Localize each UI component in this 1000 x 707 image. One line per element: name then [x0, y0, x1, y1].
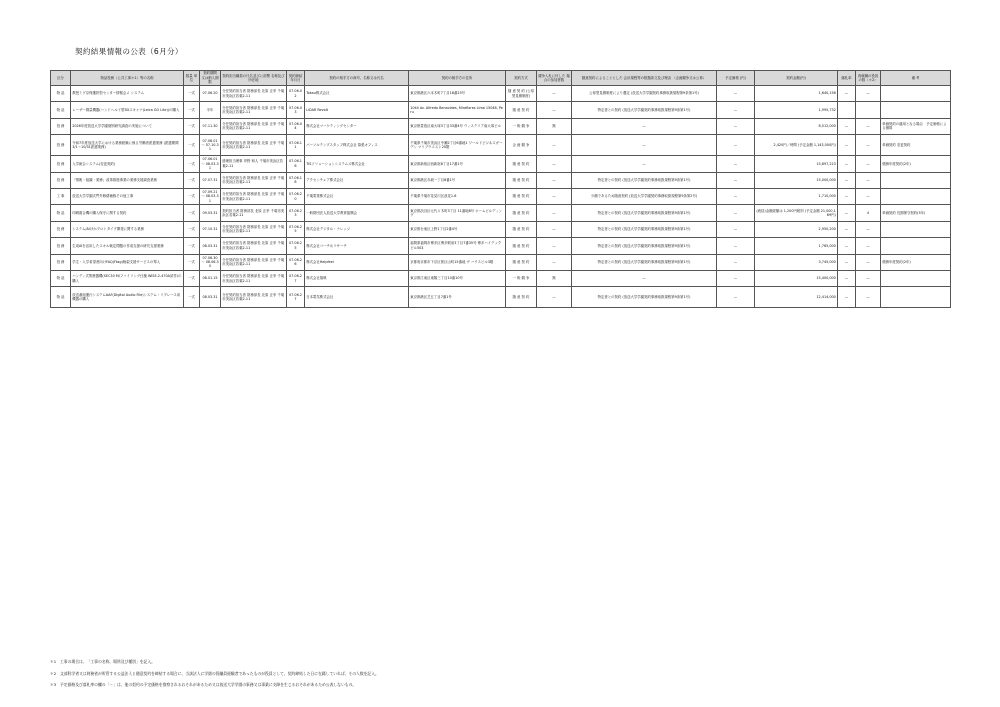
rate-cell: — — [838, 287, 856, 308]
amount-cell: 2,950,200 — [755, 221, 838, 237]
name-cell: 放送番組運行システムAAF(Digital Audio File)システム・リプレース用機器の購入 — [71, 287, 184, 308]
estimate-cell: — — [717, 270, 755, 286]
column-header: 数量 単位 — [184, 71, 200, 86]
period-cell: 07.06.01～ 08.03.31 — [201, 157, 219, 171]
table-row — [51, 102, 951, 118]
period-cell: 07.10.31 — [200, 221, 221, 237]
table-row — [51, 135, 951, 156]
officer-cell: 契約担当者 財務部長 北原 正孝 千葉市美浜区若葉2-11 — [221, 205, 287, 221]
category-cell: 物 品 — [51, 270, 71, 286]
table-row — [51, 156, 951, 172]
reason-cell: 特定者との契約 (放送大学学園契約事務取扱規程第9条第1号) — [572, 287, 717, 308]
method-cell: 随 意 契 約 — [506, 205, 537, 221]
officer-cell: 分任契約担当者 財務部長 北原 正孝 千葉市美浜区若葉2-11 — [221, 102, 287, 118]
estimate-cell: — — [717, 118, 755, 134]
officer-cell: 分任契約担当者 財務部長 北原 正孝 千葉市美浜区若葉2-11 — [221, 135, 287, 156]
quantity-cell: 一式 — [184, 102, 200, 118]
footnote-3: ＊3 予定価格及び落札率の欄の「－」は、他の契約の予定価格を推察されるおそれがあるため又は放送大学学園の事務又は事業に支障を生じるおそれがあるため公表しないもの。 — [50, 682, 357, 687]
category-cell: 役 務 — [51, 135, 71, 156]
quantity-cell: 一式 — [184, 270, 200, 286]
column-header: 物品役務（公共工事＊1）等の名称 — [71, 71, 184, 86]
period-cell: 07.06.20 — [200, 86, 221, 102]
category-cell: 役 務 — [51, 118, 71, 134]
method-cell: 随 意 契 約 — [506, 238, 537, 254]
reemploy-cell: — — [856, 86, 881, 102]
column-header: 落札率 — [838, 71, 856, 86]
contract-date-cell: 07.06.03 — [287, 102, 305, 118]
table-row — [51, 221, 951, 237]
contract-date-cell: 07.06.18 — [287, 172, 305, 188]
reemploy-cell — [856, 102, 881, 118]
amount-cell: 8,512,000 — [755, 118, 838, 134]
amount-cell: 15,000,000 — [755, 172, 838, 188]
period-cell: 07.09.21～ 08.03.31 — [201, 190, 219, 203]
reason-cell: 特定者との契約 (放送大学学園契約事務取扱規程第9条第1号) — [572, 205, 717, 221]
column-header: 契約方式 — [506, 71, 537, 86]
notes-cell — [881, 102, 951, 118]
table-row — [51, 172, 951, 188]
reemploy-cell: — — [856, 135, 881, 156]
address-cell: 東京都港区芝五丁目7番1号 — [409, 287, 506, 308]
rate-cell: — — [838, 254, 856, 270]
column-header: 契約の相手方の商号、名称又は氏名 — [305, 71, 409, 86]
quantity-cell: 一式 — [184, 86, 200, 102]
address-cell: 東京都新宿区西新宿8丁目17番1号 — [409, 156, 506, 172]
column-header: 契約金額(円) — [755, 71, 838, 86]
reason-cell: — — [572, 156, 717, 172]
estimate-cell: — — [717, 188, 755, 204]
rate-cell: — — [838, 270, 856, 286]
estimate-cell: — — [717, 86, 755, 102]
address-cell: 福岡県福岡市博多区博多駅前3丁目7番35号 博多ハイテックビル503 — [409, 238, 506, 254]
method-cell: 随 意 契 約 — [506, 221, 537, 237]
bidders-cell: — — [537, 156, 572, 172]
method-cell: 随 意 契 約 — [506, 156, 537, 172]
estimate-cell: — — [717, 156, 755, 172]
contract-date-cell: 07.06.20 — [287, 188, 305, 204]
column-header: 備 考 — [881, 71, 951, 86]
rate-cell: — — [838, 156, 856, 172]
contract-date-cell: 07.06.04 — [287, 118, 305, 134]
address-cell: 東京都台東区上野1丁目2番4号 — [409, 221, 506, 237]
bidders-cell: — — [537, 221, 572, 237]
vendor-cell: 株式会社デジタル・ナレッジ — [305, 221, 409, 237]
amount-cell: 3,745,000 — [755, 254, 838, 270]
vendor-cell: LiDAR Revolt — [305, 102, 409, 118]
notes-cell — [881, 238, 951, 254]
column-header: 予定価格 (円) — [717, 71, 755, 86]
column-header: 契約期間 又は納入期限 — [200, 71, 221, 86]
vendor-cell: Tokau株式会社 — [305, 86, 409, 102]
bidders-cell: — — [537, 102, 572, 118]
table-row — [51, 205, 951, 221]
quantity-cell: 一式 — [184, 205, 200, 221]
reason-cell: 特定者との契約 (放送大学学園契約事務取扱規程第9条第1号) — [572, 254, 717, 270]
category-cell: 物 品 — [51, 205, 71, 221]
column-header: 契約の相手方の住所 — [409, 71, 506, 86]
address-cell: 東京都港区六本木町7丁目18番23号 — [409, 86, 506, 102]
bidders-cell: — — [537, 135, 572, 156]
bidders-cell: 無 — [537, 270, 572, 286]
contract-date-cell: 07.06.02 — [287, 86, 305, 102]
footnotes — [50, 660, 950, 695]
address-cell: 東京都江東区東陽三丁目10番10号 — [409, 270, 506, 286]
reemploy-cell: — — [856, 156, 881, 172]
category-cell: 物 品 — [51, 102, 71, 118]
method-cell: 一 般 競 争 — [506, 270, 537, 286]
address-cell: 京都府京都市下京区郭巨山町15番地 ザ ハウスビル3階 — [409, 254, 506, 270]
vendor-cell: アクセンチュア株式会社 — [305, 172, 409, 188]
notes-cell — [881, 270, 951, 286]
method-cell: 一 般 競 争 — [506, 118, 537, 134]
category-cell: 役 務 — [51, 254, 71, 270]
quantity-cell: 一式 — [184, 135, 200, 156]
reason-cell: — — [572, 118, 717, 134]
method-cell: 随 意 契 約 — [506, 102, 537, 118]
reemploy-cell: — — [856, 188, 881, 204]
contract-date-cell: 07.06.25 — [287, 221, 305, 237]
officer-cell: 分任契約担当者 財務部長 北原 正孝 千葉市美浜区若葉2-11 — [221, 287, 287, 308]
column-header: 随意契約によることとした 会計規程等の根拠条文及び理由 （企画競争又は公募） — [572, 71, 717, 86]
estimate-cell: — — [717, 205, 755, 221]
reason-cell: 特定者との契約 (放送大学学園契約事務取扱規程第9条第1号) — [572, 102, 717, 118]
address-cell: 東京都渋谷区元代々木町3丁目 11番地8号 ホームビルディング — [409, 205, 506, 221]
notes-cell: 債務年度契約(2年) — [881, 254, 951, 270]
name-cell: 「情報・組織・業務」改革推進事業の業務支援調査業務 — [71, 172, 184, 188]
address-cell: 東京都豊島区南大塚3丁目33番4号 ウィステリア南大塚ビル — [409, 118, 506, 134]
category-cell: 役 務 — [51, 238, 71, 254]
table-header-row — [51, 71, 951, 86]
rate-cell: — — [838, 135, 856, 156]
amount-cell: 15,897,223 — [755, 156, 838, 172]
name-cell: 2026年度放送大学学園個別研究調査の実施について — [71, 118, 184, 134]
reemploy-cell: — — [856, 238, 881, 254]
notes-cell — [881, 287, 951, 308]
quantity-cell: 一式 — [184, 254, 200, 270]
category-cell: 物 品 — [51, 86, 71, 102]
footnote-1: ＊1 工事の場合は、「工事の名称、場所及び種別」を記入。 — [50, 659, 155, 664]
bidders-cell: — — [537, 254, 572, 270]
contract-date-cell: 07.06.27 — [287, 287, 305, 308]
name-cell: 教授ミグ京保選択型センター情報会メ システム — [71, 86, 184, 102]
reemploy-cell: 4 — [856, 205, 881, 221]
bidders-cell: — — [537, 205, 572, 221]
column-header: 契約担当職員の氏名並びに部署 名称及び所在地 — [221, 71, 287, 86]
table-row — [51, 86, 951, 102]
officer-cell: 分任契約担当者 財務部長 北原 正孝 千葉市美浜区若葉2-11 — [221, 270, 287, 286]
name-cell: 放送大学学園式門外修繕補修その他工事 — [71, 188, 184, 204]
officer-cell: 分任契約担当者 財務部長 北原 正孝 千葉市美浜区若葉2-11 — [221, 188, 287, 204]
notes-cell: 単価契約の適用となる場合 予定価格による積算 — [881, 118, 951, 134]
bidders-cell: — — [537, 287, 572, 308]
column-header: 競争入札に付した 場合の参加者数 — [537, 71, 572, 86]
category-cell: 役 務 — [51, 172, 71, 188]
period-cell: 08.03.31 — [200, 287, 221, 308]
name-cell: 令和7年度放送大学における業務経験に係る労働者派遣業務 (派遣期間 3/1～10/31派遣業務) — [71, 135, 184, 156]
contract-date-cell: 07.06.26 — [287, 254, 305, 270]
period-cell: 09.03.31 — [200, 205, 221, 221]
contract-date-cell: 07.06.25 — [287, 238, 305, 254]
estimate-cell: — — [717, 172, 755, 188]
column-header: 契約締結 年月日 — [287, 71, 305, 86]
officer-cell: 分任契約担当者 財務部長 北原 正孝 千葉市美浜区若葉2-11 — [221, 238, 287, 254]
table-body — [51, 86, 951, 308]
reemploy-cell: — — [856, 221, 881, 237]
reason-cell: 少額であるため随意契約 (放送大学学園契約事務取扱規程第9条第2号) — [572, 188, 717, 204]
reason-cell: 特定者との契約 (放送大学学園契約事務取扱規程第9条第1号) — [572, 238, 717, 254]
rate-cell: — — [838, 86, 856, 102]
reemploy-cell: — — [856, 270, 881, 286]
amount-cell: 1,640,156 — [755, 86, 838, 102]
quantity-cell: 一式 — [184, 188, 200, 204]
method-cell: 随 意 契 約 — [506, 254, 537, 270]
contract-results-table — [50, 70, 951, 308]
rate-cell: — — [838, 238, 856, 254]
name-cell: 入学統合システム(変更契約) — [71, 156, 184, 172]
reemploy-cell: — — [856, 118, 881, 134]
category-cell: 役 務 — [51, 156, 71, 172]
amount-cell: 1,765,000 — [755, 238, 838, 254]
quantity-cell: 一式 — [184, 238, 200, 254]
name-cell: 生成AIを活用したスキル検定問題の作成支援の研究支援業務 — [71, 238, 184, 254]
vendor-cell: 株式会社Helpfeel — [305, 254, 409, 270]
bidders-cell: — — [537, 172, 572, 188]
amount-cell: (統括)金額総額は 1,200円税別 (予定金額 21,000,169円) — [755, 205, 838, 221]
amount-cell: 1,710,000 — [755, 188, 838, 204]
estimate-cell: — — [717, 287, 755, 308]
name-cell: 学生・入学希望者向けFAQ(Ftag)検索支援サービスの導入 — [71, 254, 184, 270]
period-cell: 07.06.30～ 08.06.30 — [201, 255, 219, 269]
rate-cell: — — [838, 172, 856, 188]
vendor-cell: 株式会社コーチ＆リサーチ — [305, 238, 409, 254]
category-cell: 工 事 — [51, 188, 71, 204]
notes-cell: 単価契約 変更契約 — [881, 135, 951, 156]
vendor-cell: パーソルテンプスタッフ株式会社 幕張オフィス — [305, 135, 409, 156]
vendor-cell: 株式会社マーケティングセンター — [305, 118, 409, 134]
officer-cell: 分任契約担当者 財務部長 北原 正孝 千葉市美浜区若葉2-11 — [221, 221, 287, 237]
category-cell: 物 品 — [51, 287, 71, 308]
reemploy-cell: — — [856, 172, 881, 188]
column-header: 再就職の役員 の数（＊2） — [856, 71, 881, 86]
period-cell: 07.07.31 — [200, 172, 221, 188]
period-cell: 08.01.15 — [200, 270, 221, 286]
period-cell: 07.08.01～ 07.10.31 — [200, 135, 221, 156]
notes-cell — [881, 221, 951, 237]
estimate-cell: — — [717, 135, 755, 156]
quantity-cell: 一式 — [184, 118, 200, 134]
address-cell: 東京都港区赤坂一丁目8番1号 — [409, 172, 506, 188]
contract-date-cell: 07.06.16 — [287, 156, 305, 172]
method-cell: 企 画 競 争 — [506, 135, 537, 156]
name-cell: レーザー測量機器(ハンドヘルド型3Dスキャナ(Leica GO Lite))の購入 — [71, 102, 184, 118]
quantity-cell: 一式 — [184, 156, 200, 172]
vendor-cell: 一般財団法人放送大学教育振興会 — [305, 205, 409, 221]
category-cell: 役 務 — [51, 221, 71, 237]
footnote-2: ＊2 文部科学省又は財務省が所管する公益法人と随意契約を締結する場合に、当該法人に学園の役職員経験者であったものが役員として、契約締結した日に在籍していれば、その人数を記入。 — [50, 670, 379, 676]
officer-cell: 分任契約担当者 財務部長 北原 正孝 千葉市美浜区若葉2-11 — [221, 86, 287, 102]
reason-cell: — — [572, 135, 717, 156]
period-cell: 半年 — [200, 102, 221, 118]
contract-date-cell: 07.06.11 — [287, 135, 305, 156]
contract-date-cell: 07.06.27 — [287, 270, 305, 286]
contract-date-cell: 07.06.23 — [287, 205, 305, 221]
table-row — [51, 254, 951, 270]
officer-cell: 経理担当理事 岸野 和人 千葉市美浜区若葉2-11 — [221, 156, 287, 172]
bidders-cell: 無 — [537, 118, 572, 134]
rate-cell: — — [838, 118, 856, 134]
table-row — [51, 238, 951, 254]
period-cell: 08.03.31 — [200, 238, 221, 254]
column-header: 区分 — [51, 71, 71, 86]
page-title: 契約結果情報の公表（6月分） — [75, 47, 183, 56]
reemploy-cell: — — [856, 287, 881, 308]
notes-cell — [881, 172, 951, 188]
address-cell: 千葉県千葉市花見川区浪花1-6 — [409, 188, 506, 204]
officer-cell: 分任契約担当者 財務部長 北原 正孝 千葉市美浜区若葉2-11 — [221, 172, 287, 188]
bidders-cell: — — [537, 238, 572, 254]
notes-cell — [881, 86, 951, 102]
bidders-cell: — — [537, 188, 572, 204]
rate-cell: — — [838, 205, 856, 221]
vendor-cell: 株式会社翔映 — [305, 270, 409, 286]
vendor-cell: TISソリューションシステムズ株式会社 — [305, 156, 409, 172]
rate-cell — [838, 102, 856, 118]
bidders-cell: — — [537, 86, 572, 102]
quantity-cell: 一式 — [184, 287, 200, 308]
rate-cell: — — [838, 188, 856, 204]
quantity-cell: 一式 — [184, 221, 200, 237]
reemploy-cell: — — [856, 254, 881, 270]
table-row — [51, 287, 951, 308]
estimate-cell: — — [717, 102, 755, 118]
address-cell: 1044 Av. Alfredo Benavides, Miraflores Lima 15048, Peru — [409, 102, 506, 118]
method-cell: 随 意 契 約 (公募型見積制度) — [506, 86, 537, 102]
method-cell: 随 意 契 約 — [506, 172, 537, 188]
vendor-cell: 千葉電業株式会社 — [305, 188, 409, 204]
officer-cell: 分任契約担当者 財務部長 北原 正孝 千葉市美浜区若葉2-11 — [221, 254, 287, 270]
period-cell: 07.11.30 — [200, 118, 221, 134]
name-cell: システム/AIほかプロトタイプ開発に関する業務 — [71, 221, 184, 237]
reason-cell: 特定者との契約 (放送大学学園契約事務取扱規程第9条第1号) — [572, 172, 717, 188]
officer-cell: 分任契約担当者 財務部長 北原 正孝 千葉市美浜区若葉2-11 — [221, 118, 287, 134]
notes-cell: 債務年度契約(2年) — [881, 156, 951, 172]
reason-cell: 公募型見積制度により選定 (放送大学学園契約事務取扱規程第9条第1号) — [572, 86, 717, 102]
quantity-cell: 一式 — [184, 172, 200, 188]
reason-cell: 特定者との契約 (放送大学学園契約事務取扱規程第9条第1号) — [572, 221, 717, 237]
name-cell: 印刷複合機の購入保守に関する契約 — [71, 205, 184, 221]
amount-cell: 2,420円／時間 (予定金額 1,143,000円) — [755, 135, 838, 156]
reason-cell: — — [572, 270, 717, 286]
amount-cell: 12,414,000 — [755, 287, 838, 308]
method-cell: 随 意 契 約 — [506, 188, 537, 204]
table-row — [51, 270, 951, 286]
table-row — [51, 118, 951, 134]
estimate-cell: — — [717, 221, 755, 237]
rate-cell: — — [838, 221, 856, 237]
name-cell: ハンディ式集塵器機(SEC30 M/ファイリング仕様 WISE-2-470A試作)の購入 — [71, 270, 184, 286]
vendor-cell: 日本電気株式会社 — [305, 287, 409, 308]
notes-cell — [881, 188, 951, 204]
method-cell: 随 意 契 約 — [506, 287, 537, 308]
table-row — [51, 188, 951, 204]
estimate-cell: — — [717, 254, 755, 270]
amount-cell: 15,400,000 — [755, 270, 838, 286]
amount-cell: 1,995,732 — [755, 102, 838, 118]
notes-cell: 単価契約 長期保守契約(5年) — [881, 205, 951, 221]
address-cell: 千葉県千葉市美浜区中瀬2丁目6番地1 ワールドビジネスガーデン マリブウエスト20階 — [409, 135, 506, 156]
estimate-cell: — — [717, 238, 755, 254]
